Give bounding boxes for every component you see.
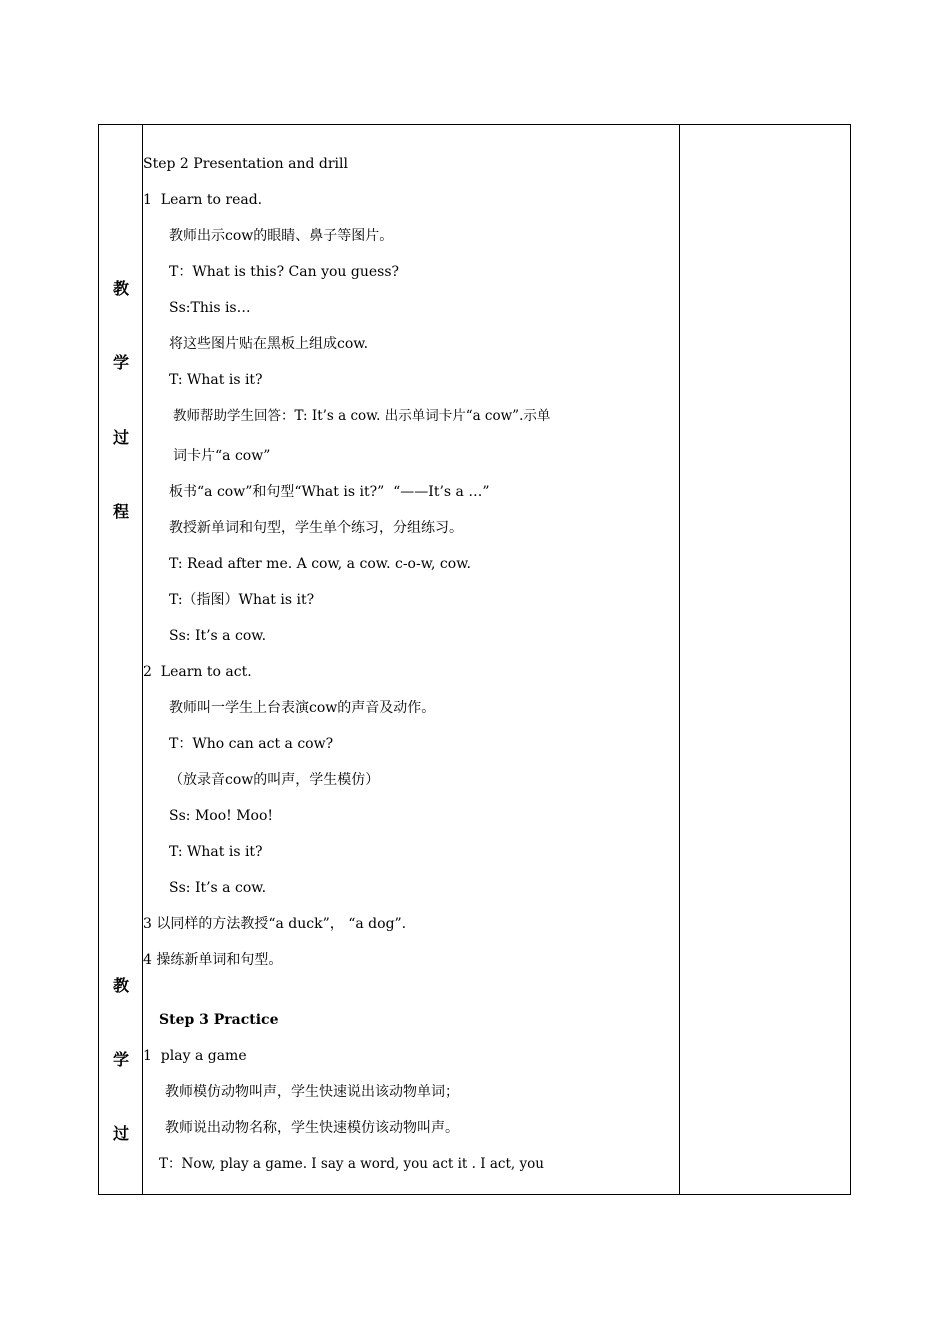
content-line: 1 play a game — [143, 1048, 247, 1064]
content-line: 教师帮助学生回答：T: It’s a cow. 出示单词卡片“a cow”.示单 — [173, 408, 551, 424]
side-label-char: 过 — [112, 428, 129, 447]
content-line: T: Read after me. A cow, a cow. c-o-w, cow. — [169, 556, 471, 572]
content-line: 1 Learn to read. — [143, 192, 263, 208]
content-line: Ss:This is… — [169, 300, 251, 316]
content-line: T：What is this? Can you guess? — [169, 264, 400, 280]
column-divider-right — [679, 125, 680, 1194]
content-line: 板书“a cow”和句型“What is it?” “——It’s a …” — [169, 484, 490, 500]
content-line: T：Who can act a cow? — [169, 736, 334, 752]
content-line: T: What is it? — [169, 844, 263, 860]
side-label-char: 程 — [112, 502, 129, 521]
side-label-char: 教 — [112, 279, 129, 298]
content-line: （放录音cow的叫声，学生模仿） — [169, 772, 380, 788]
side-label-char: 学 — [112, 353, 129, 372]
content-line: T：Now, play a game. I say a word, you act it . I act, you — [159, 1156, 544, 1172]
content-line: T:（指图）What is it? — [169, 592, 315, 608]
content-line: 3 以同样的方法教授“a duck”， “a dog”. — [143, 916, 407, 932]
content-line: T: What is it? — [169, 372, 263, 388]
content-line: 4 操练新单词和句型。 — [143, 952, 283, 968]
lesson-table — [98, 124, 851, 1195]
content-line: 教师说出动物名称，学生快速模仿该动物叫声。 — [165, 1120, 459, 1136]
content-line: Ss: It’s a cow. — [169, 628, 267, 644]
side-label-char: 过 — [112, 1124, 129, 1143]
content-line: 教师叫一学生上台表演cow的声音及动作。 — [169, 700, 436, 716]
step-heading: Step 2 Presentation and drill — [143, 156, 348, 172]
content-line: 教授新单词和句型，学生单个练习，分组练习。 — [169, 520, 463, 536]
step-heading: Step 3 Practice — [159, 1012, 279, 1028]
content-line: 教师模仿动物叫声，学生快速说出该动物单词； — [165, 1084, 459, 1100]
content-line: 词卡片“a cow” — [173, 448, 271, 464]
side-label-char: 教 — [112, 976, 129, 995]
content-line: Ss: It’s a cow. — [169, 880, 267, 896]
content-line: 2 Learn to act. — [143, 664, 252, 680]
side-label-char: 学 — [112, 1050, 129, 1069]
content-line: 将这些图片贴在黑板上组成cow. — [169, 336, 369, 352]
content-line: Ss: Moo! Moo! — [169, 808, 274, 824]
content-line: 教师出示cow的眼睛、鼻子等图片。 — [169, 228, 394, 244]
